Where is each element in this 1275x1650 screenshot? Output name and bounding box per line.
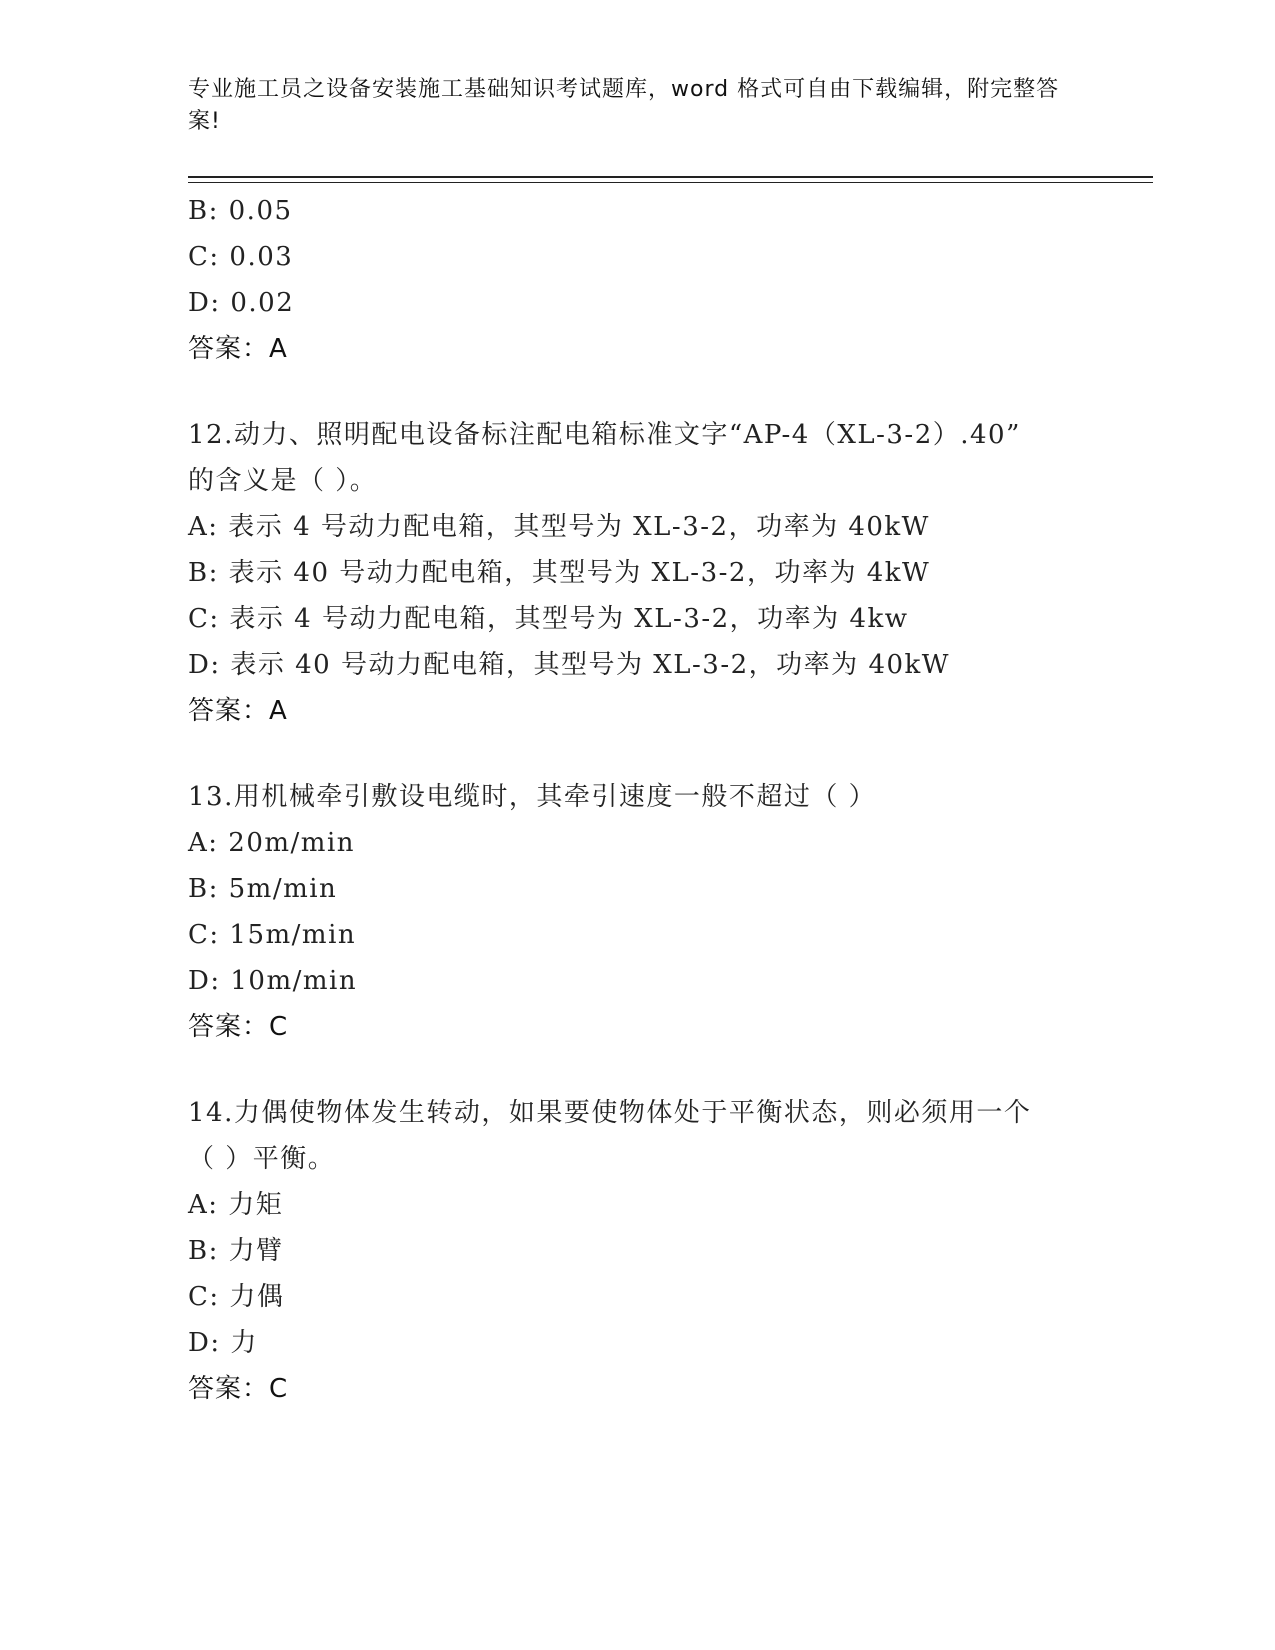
- question-block-13: [188, 774, 1088, 1050]
- option-d: D: 表示 40 号动力配电箱，其型号为 XL-3-2，功率为 40kW: [188, 650, 951, 680]
- option-d: D: 10m/min: [188, 966, 358, 996]
- question-block-14: [188, 1090, 1088, 1412]
- option-c: C: 力偶: [188, 1282, 285, 1312]
- option-a: A: 力矩: [188, 1190, 284, 1220]
- question-stem: （ ）平衡。: [188, 1144, 336, 1174]
- option-c: C: 15m/min: [188, 920, 357, 950]
- answer-line: 答案：A: [188, 696, 288, 726]
- option-b: B: 5m/min: [188, 874, 338, 904]
- page-header-title: 专业施工员之设备安装施工基础知识考试题库，word 格式可自由下载编辑，附完整答案!: [188, 77, 1060, 134]
- question-block-continued: [188, 188, 1088, 372]
- header-divider: [188, 176, 1153, 178]
- option-b: B: 0.05: [188, 196, 293, 226]
- option-b: B: 力臂: [188, 1236, 284, 1266]
- option-a: A: 20m/min: [188, 828, 356, 858]
- answer-line: 答案：A: [188, 334, 288, 364]
- answer-line: 答案：C: [188, 1374, 289, 1404]
- question-stem: 12.动力、照明配电设备标注配电箱标准文字“AP-4（XL-3-2）.40”: [188, 420, 1021, 450]
- question-list: [188, 188, 1088, 1412]
- option-d: D: 力: [188, 1328, 258, 1358]
- option-d: D: 0.02: [188, 288, 295, 318]
- answer-line: 答案：C: [188, 1012, 289, 1042]
- option-c: C: 表示 4 号动力配电箱，其型号为 XL-3-2，功率为 4kw: [188, 604, 909, 634]
- question-stem: 13.用机械牵引敷设电缆时，其牵引速度一般不超过（ ）: [188, 782, 877, 812]
- question-block-12: [188, 412, 1088, 734]
- option-a: A: 表示 4 号动力配电箱，其型号为 XL-3-2，功率为 40kW: [188, 512, 930, 542]
- option-c: C: 0.03: [188, 242, 294, 272]
- question-stem: 14.力偶使物体发生转动，如果要使物体处于平衡状态，则必须用一个: [188, 1098, 1032, 1128]
- option-b: B: 表示 40 号动力配电箱，其型号为 XL-3-2，功率为 4kW: [188, 558, 931, 588]
- header-divider-thin: [188, 182, 1153, 183]
- question-stem: 的含义是（ ）。: [188, 466, 378, 496]
